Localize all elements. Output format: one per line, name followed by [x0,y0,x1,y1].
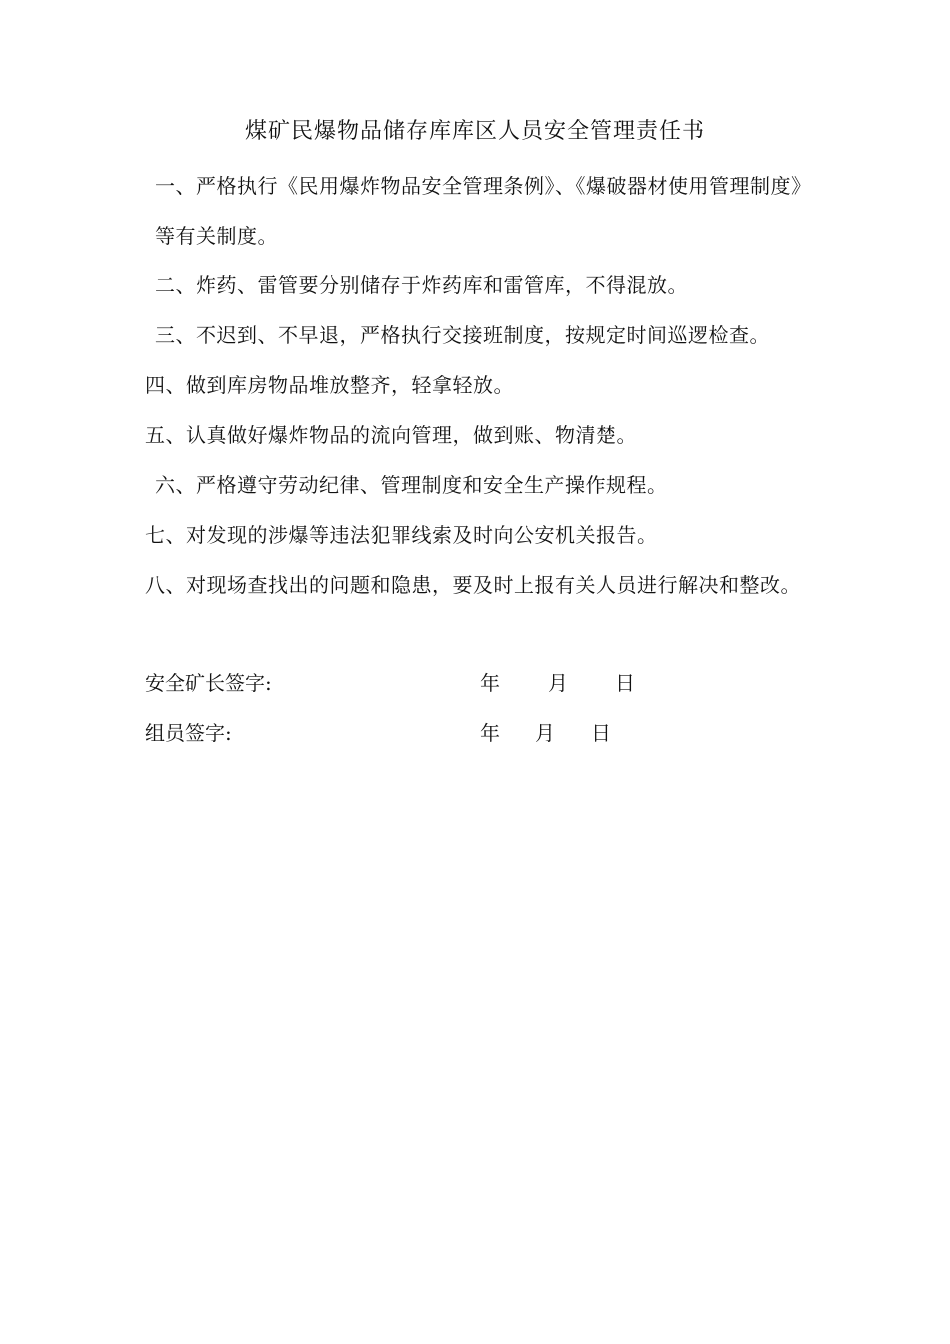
clause-8: 八、对现场查找出的问题和隐患，要及时上报有关人员进行解决和整改。 [145,573,801,597]
date-year-label: 年 [480,671,500,695]
date-day-label: 日 [615,671,635,695]
signature-line-mine-safety-director [145,658,815,708]
clause-6: 六、严格遵守劳动纪律、管理制度和安全生产操作规程。 [155,473,668,497]
clause-2: 二、炸药、雷管要分别储存于炸药库和雷管库，不得混放。 [155,273,688,297]
clause-5: 五、认真做好爆炸物品的流向管理，做到账、物清楚。 [145,423,637,447]
clause-7: 七、对发现的涉爆等违法犯罪线索及时向公安机关报告。 [145,523,658,547]
date-month-label: 月 [535,721,555,745]
document-title: 煤矿民爆物品储存库库区人员安全管理责任书 [244,119,705,144]
clause-3: 三、不迟到、不早退，严格执行交接班制度，按规定时间巡逻检查。 [155,323,770,347]
signature-label: 组员签字: [145,721,232,745]
clause-1: 一、严格执行《民用爆炸物品安全管理条例》、《爆破器材使用管理制度》等有关制度。 [155,174,812,248]
signature-label: 安全矿长签字: [145,671,272,695]
clause-4: 四、做到库房物品堆放整齐，轻拿轻放。 [145,373,514,397]
signature-line-team-member [145,708,815,758]
date-year-label: 年 [480,721,500,745]
date-month-label: 月 [548,671,568,695]
date-day-label: 日 [591,721,611,745]
